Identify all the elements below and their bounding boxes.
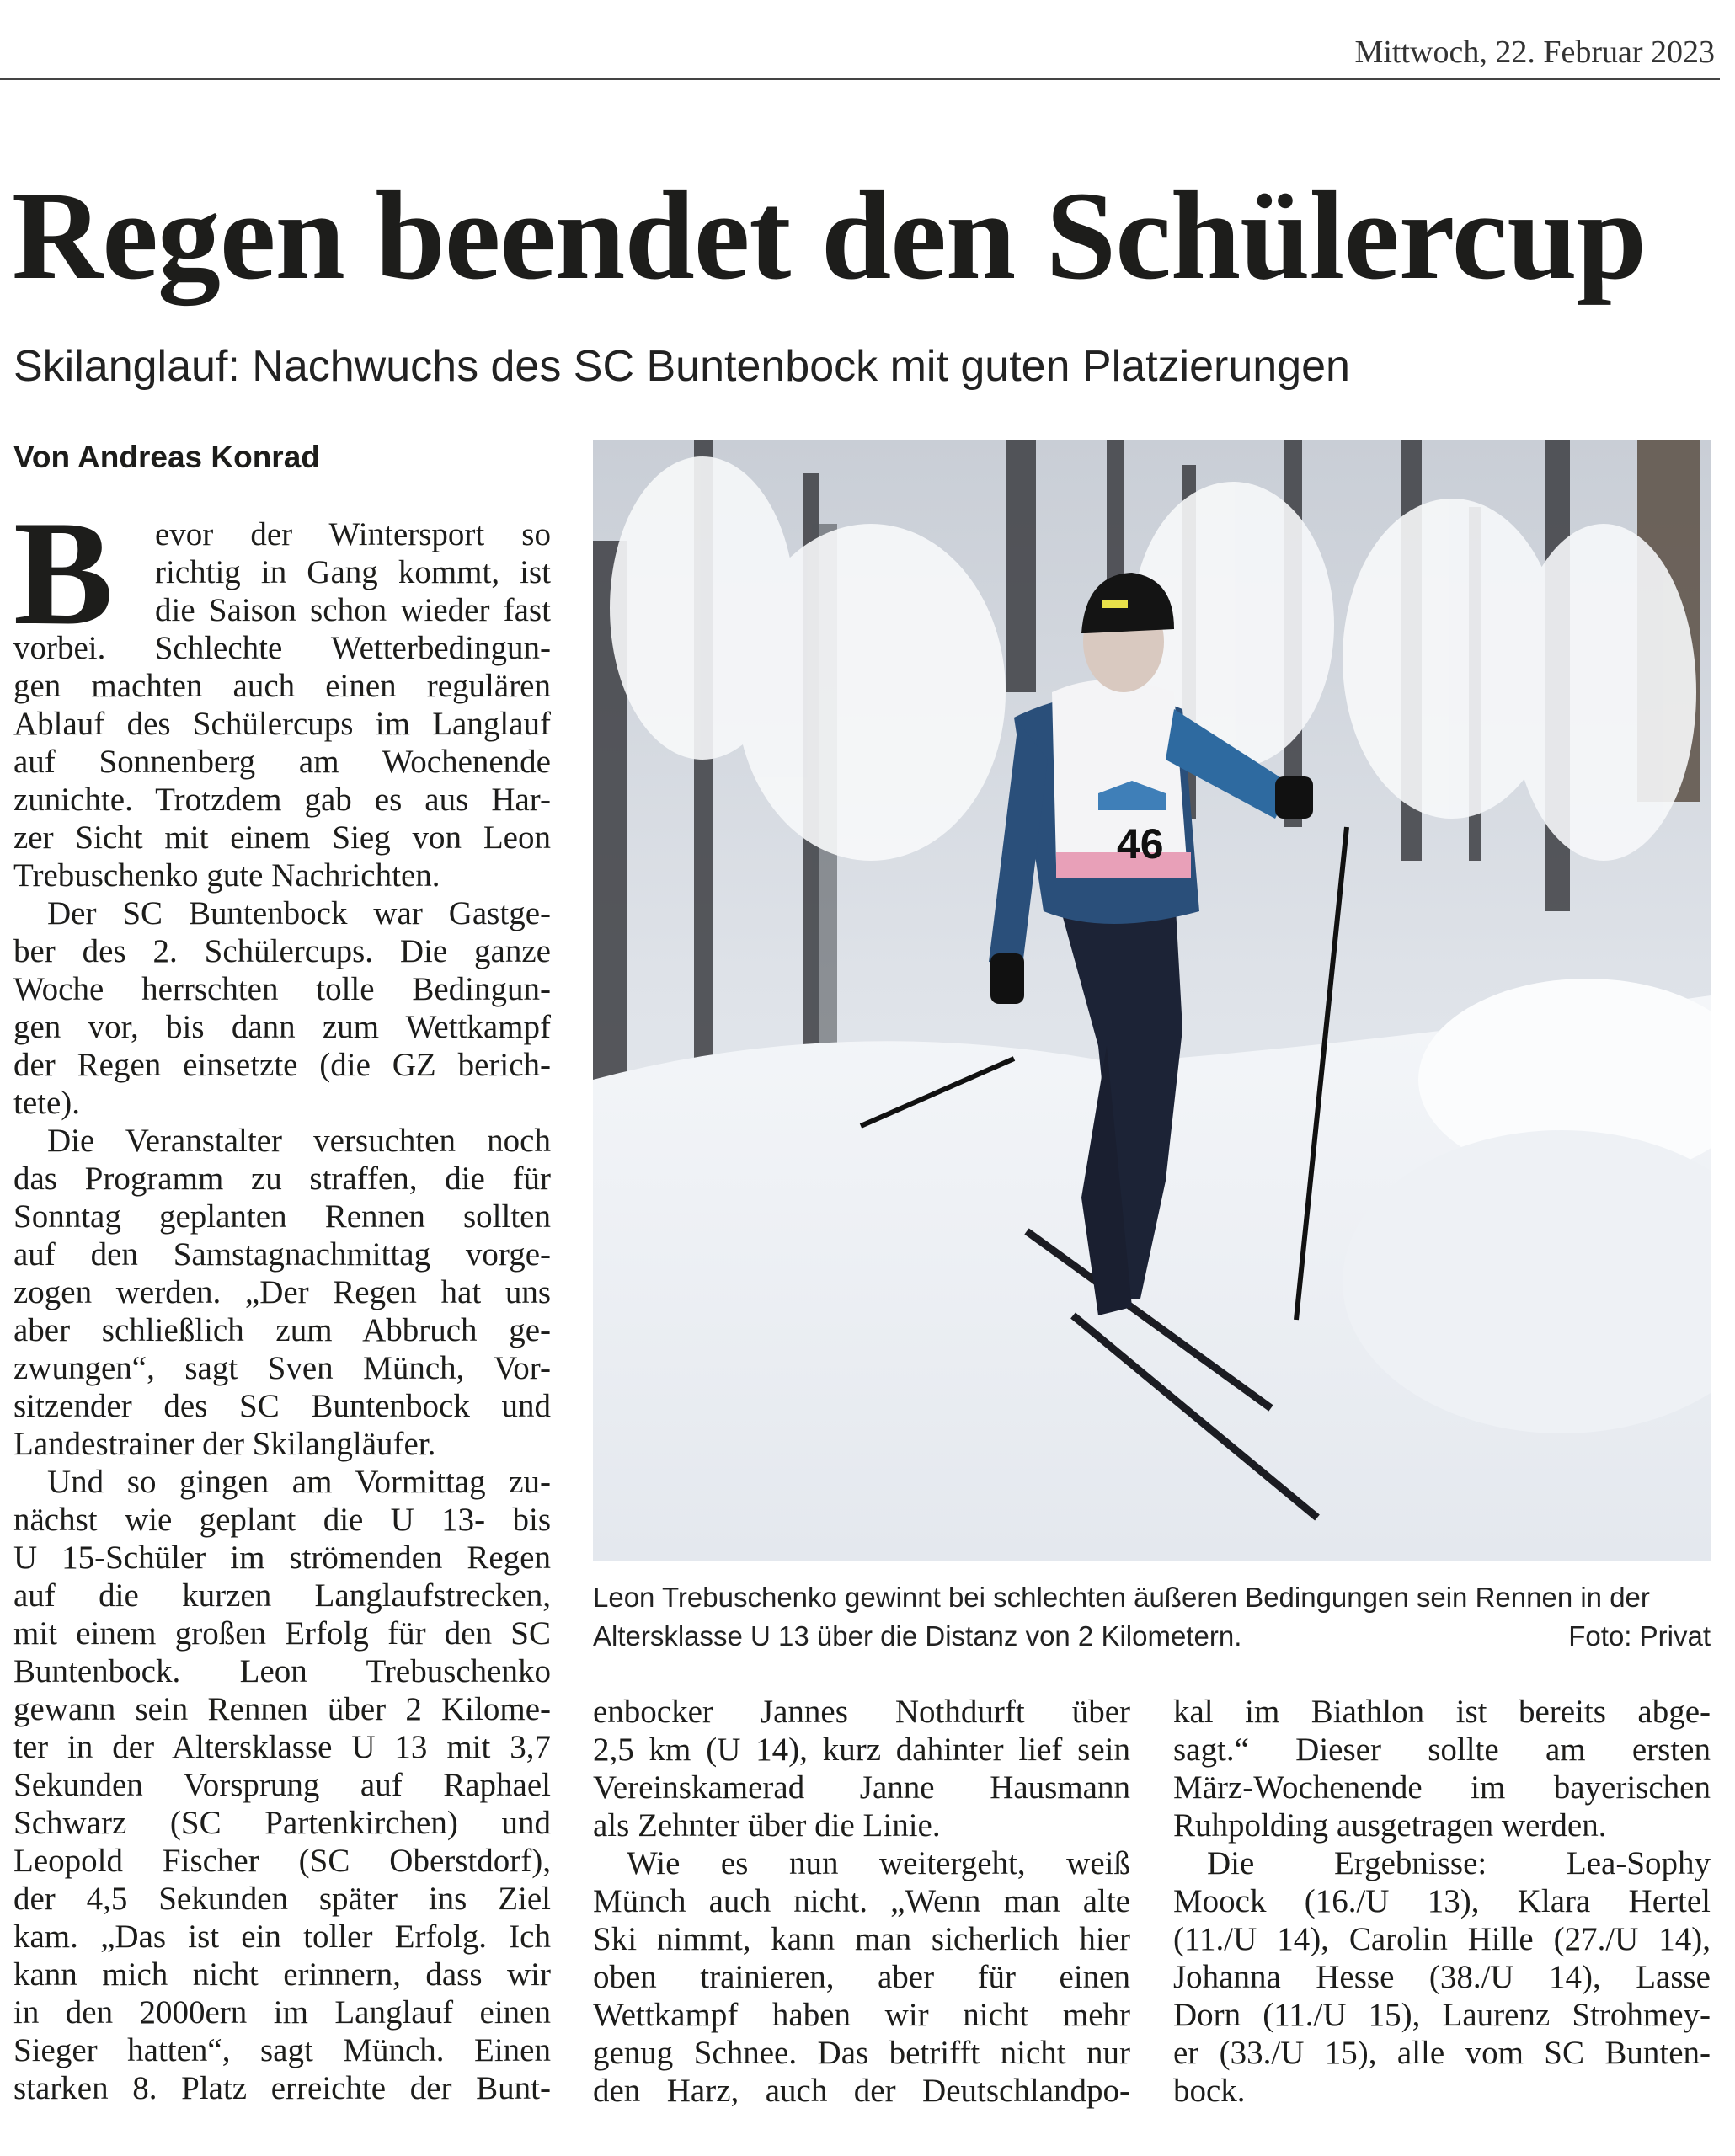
text-line: Johanna Hesse (38./U 14), Lasse [1173,1959,1711,1995]
paragraph [13,1463,551,2107]
text-line: er (33./U 15), alle vom SC Bunten- [1173,2035,1711,2071]
caption-text: Leon Trebuschenko gewinnt bei schlechten äußeren Bedingungen sein Rennen in der Altersklasse U 13 über die Distanz von 2 Kilometern. [593,1582,1650,1652]
text-line: die Saison schon wieder fast [155,592,551,628]
text-line: nächst wie geplant die U 13- bis [13,1502,551,1538]
text-line: auf den Samstagnachmittag vorge- [13,1236,551,1273]
text-line: kann mich nicht erinnern, dass wir [13,1956,551,1993]
paragraph [13,894,551,1122]
text-line: aber schließlich zum Abbruch ge- [13,1312,551,1348]
text-line: Ruhpolding ausgetragen werden. [1173,1807,1607,1844]
paragraph [13,1122,551,1463]
text-line: starken 8. Platz erreichte der Bunt- [13,2070,551,2106]
drop-cap: B [13,489,114,656]
text-line: das Programm zu straffen, die für [13,1161,551,1197]
text-line: gewann sein Rennen über 2 Kilome- [13,1691,551,1727]
date-line: Mittwoch, 22. Februar 2023 [1354,35,1715,70]
text-line: Der SC Buntenbock war Gastge- [47,895,551,931]
text-line: Landestrainer der Skilangläufer. [13,1426,436,1462]
photo-credit: Foto: Privat [1568,1620,1711,1652]
text-line: auf Sonnenberg am Wochenende [13,744,551,780]
text-line: der 4,5 Sekunden später ins Ziel [13,1881,551,1917]
text-line: genug Schnee. Das betrifft nicht nur [593,2035,1130,2071]
text-line: Woche herrschten tolle Bedingun- [13,971,551,1007]
text-line: zogen werden. „Der Regen hat uns [13,1274,551,1310]
text-line: vorbei. Schlechte Wetterbedingun- [13,630,551,666]
text-line: Vereinskamerad Janne Hausmann [593,1769,1130,1806]
header-rule [0,78,1720,80]
text-line: (11./U 14), Carolin Hille (27./U 14), [1173,1921,1711,1957]
text-line: Dorn (11./U 15), Laurenz Strohmey- [1173,1997,1711,2033]
column-2 [593,1693,1130,2110]
text-line: tete). [13,1085,81,1121]
text-line: bock. [1173,2073,1246,2109]
text-line: Trebuschenko gute Nachrichten. [13,857,440,894]
text-line: Ski nimmt, kann man sicherlich hier [593,1921,1130,1957]
text-line: Schwarz (SC Partenkirchen) und [13,1805,551,1841]
text-line: gen machten auch einen regulären [13,668,551,704]
headline: Regen beendet den Schülercup [12,166,1647,306]
text-line: zwungen“, sagt Sven Münch, Vor- [13,1350,551,1386]
paragraph [593,1844,1130,2110]
text-line: Wettkampf haben wir nicht mehr [593,1997,1130,2033]
text-line: Buntenbock. Leon Trebuschenko [13,1653,551,1689]
text-line: gen vor, bis dann zum Wettkampf [13,1009,551,1045]
text-line: auf die kurzen Langlaufstrecken, [13,1577,551,1614]
text-line: enbocker Jannes Nothdurft über [593,1694,1130,1730]
text-line: sitzender des SC Buntenbock und [13,1388,551,1424]
text-line: mit einem großen Erfolg für den SC [13,1615,551,1652]
skier-photo [593,440,1711,1561]
paragraph [1173,1693,1711,1844]
text-line: Sekunden Vorsprung auf Raphael [13,1767,551,1803]
text-line: März-Wochenende im bayerischen [1173,1769,1711,1806]
text-line: Leopold Fischer (SC Oberstdorf), [13,1843,551,1879]
text-line: sagt.“ Dieser sollte am ersten [1173,1732,1711,1768]
text-line: Die Veranstalter versuchten noch [47,1123,551,1159]
text-line: richtig in Gang kommt, ist [155,554,551,590]
paragraph [593,1693,1130,1844]
subtitle: Skilanglauf: Nachwuchs des SC Buntenbock mit guten Platzierungen [13,342,1350,391]
text-line: den Harz, auch der Deutschlandpo- [593,2073,1130,2109]
text-line: Sonntag geplanten Rennen sollten [13,1198,551,1235]
text-line: Münch auch nicht. „Wenn man alte [593,1883,1130,1919]
photo-caption [593,1578,1711,1656]
text-line: als Zehnter über die Linie. [593,1807,941,1844]
text-line: Und so gingen am Vormittag zu- [47,1464,551,1500]
bib-number: 46 [1117,820,1164,867]
text-line: der Regen einsetzte (die GZ berich- [13,1047,551,1083]
text-line: ber des 2. Schülercups. Die ganze [13,933,551,969]
byline: Von Andreas Konrad [13,440,320,474]
text-line: Die Ergebnisse: Lea-Sophy [1207,1845,1711,1881]
text-line: in den 2000ern im Langlauf einen [13,1994,551,2031]
column-3 [1173,1693,1711,2110]
text-line: kal im Biathlon ist bereits abge- [1173,1694,1711,1730]
text-line: oben trainieren, aber für einen [593,1959,1130,1995]
text-line: U 15-Schüler im strömenden Regen [13,1540,551,1576]
text-line: kam. „Das ist ein toller Erfolg. Ich [13,1919,551,1955]
paragraph [1173,1844,1711,2110]
text-line: 2,5 km (U 14), kurz dahinter lief sein [593,1732,1130,1768]
text-line: Moock (16./U 13), Klara Hertel [1173,1883,1711,1919]
text-line: zer Sicht mit einem Sieg von Leon [13,819,551,856]
text-line: Ablauf des Schülercups im Langlauf [13,706,551,742]
text-line: zunichte. Trotzdem gab es aus Har- [13,782,551,818]
text-line: Sieger hatten“, sagt Münch. Einen [13,2032,551,2068]
article-photo [593,440,1711,1561]
column-1 [13,489,551,2107]
text-line: evor der Wintersport so [155,516,551,552]
text-line: ter in der Altersklasse U 13 mit 3,7 [13,1729,551,1765]
text-line: Wie es nun weitergeht, weiß [627,1845,1130,1881]
